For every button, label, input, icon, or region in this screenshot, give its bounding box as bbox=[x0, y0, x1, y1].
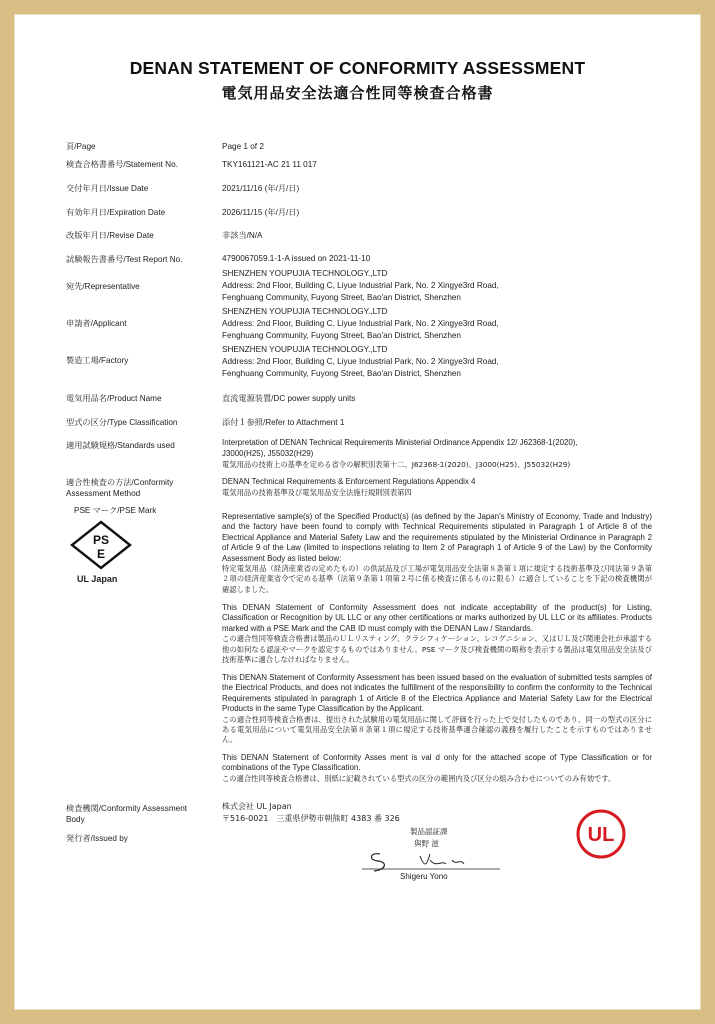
paragraph-3 bbox=[222, 673, 652, 746]
test-report-value: 4790067059.1-1-A issued on 2021-11-10 bbox=[222, 254, 371, 263]
pse-mark-label: PSE マーク/PSE Mark bbox=[74, 506, 157, 515]
standards-line-1: Interpretation of DENAN Technical Requirements Ministerial Ordinance Appendix 12/ J62368-1(2020), bbox=[222, 438, 578, 447]
paragraph-1 bbox=[222, 512, 652, 595]
type-classification-label: 型式の区分/Type Classification bbox=[66, 418, 178, 427]
method-line-2: 電気用品の技術基準及び電気用品安全法施行規則別表第四 bbox=[222, 488, 412, 497]
body-line-2: 〒516-0021 三重県伊勢市朝熊町 4383 番 326 bbox=[222, 814, 400, 823]
title-japanese: 電気用品安全法適合性同等検査合格書 bbox=[221, 84, 494, 102]
factory-address-2: Fenghuang Community, Fuyong Street, Bao'an District, Shenzhen bbox=[222, 369, 461, 378]
statement-no-label: 検査合格書番号/Statement No. bbox=[66, 160, 178, 169]
paragraph-4-jp: この適合性同等検査合格書は、別紙に記載されている型式の区分の範囲内及び区分の組み合わせについてのみ有効です。 bbox=[222, 773, 616, 783]
page-value: Page 1 of 2 bbox=[222, 142, 264, 151]
revise-date-value: 非該当/N/A bbox=[222, 231, 263, 240]
page-label: 頁/Page bbox=[66, 142, 96, 151]
paragraph-3-en: This DENAN Statement of Conformity Assessment has been issued based on the evaluation of submitted tests samples of the Electrical Products, and does not indicates the fulfillment of the responsibility to confirm the conformity to the Technical Requirements stipulated in paragraph 1 of Article 8 of the Electrica Appliance and Material Safety Law for the Electrical Products in the same Type Classification by the Applicant. bbox=[222, 673, 652, 714]
factory-label: 製造工場/Factory bbox=[66, 356, 129, 365]
applicant-address-2: Fenghuang Community, Fuyong Street, Bao'an District, Shenzhen bbox=[222, 331, 461, 340]
body-label-1: 検査機関/Conformity Assessment bbox=[66, 804, 188, 813]
ul-logo bbox=[575, 808, 627, 860]
issued-by-name-jp: 與野 滋 bbox=[414, 839, 439, 848]
standards-label: 適用試験規格/Standards used bbox=[66, 441, 175, 450]
representative-name: SHENZHEN YOUPUJIA TECHNOLOGY.,LTD bbox=[222, 269, 388, 278]
type-classification-value: 添付１参照/Refer to Attachment 1 bbox=[222, 418, 345, 427]
applicant-name: SHENZHEN YOUPUJIA TECHNOLOGY.,LTD bbox=[222, 307, 388, 316]
factory-address-1: Address: 2nd Floor, Building C, Liyue Industrial Park, No. 2 Xingye3rd Road, bbox=[222, 357, 499, 366]
applicant-address-1: Address: 2nd Floor, Building C, Liyue Industrial Park, No. 2 Xingye3rd Road, bbox=[222, 319, 499, 328]
representative-label: 宛先/Representative bbox=[66, 282, 140, 291]
method-label-1: 適合性検査の方法/Conformity bbox=[66, 478, 174, 487]
product-name-label: 電気用品名/Product Name bbox=[66, 394, 162, 403]
paragraph-1-en: Representative sample(s) of the Specified Product(s) (as defined by the Japan's Ministry of Economy, Trade and Industry) and the factory have been found to comply with Technical Requirements stipulated in Paragraph 1 of Article 8 of the Electrical Appliance and Material Safety Law and the requirements stipulated by the Ministerial Ordinance in Paragraph 2 of Article 9 of the Law (limited to inspections relating to Item 2 of Paragraph 1 of Article 9 of the Law) by the Conformity Assessment Body as listed below: bbox=[222, 512, 652, 563]
paragraph-4-en: This DENAN Statement of Conformity Asses ment is val d only for the attached scope of Type Classification or for combinations of the Type Classification. bbox=[222, 753, 652, 773]
pse-caption: UL Japan bbox=[77, 574, 118, 584]
expiration-date-label: 有効年月日/Expiration Date bbox=[66, 208, 166, 217]
revise-date-label: 改版年月日/Revise Date bbox=[66, 231, 154, 240]
representative-address-1: Address: 2nd Floor, Building C, Liyue Industrial Park, No. 2 Xingye3rd Road, bbox=[222, 281, 499, 290]
pse-logo-top-text: PS bbox=[92, 533, 110, 547]
title-english: DENAN STATEMENT OF CONFORMITY ASSESSMENT bbox=[129, 58, 586, 78]
pse-diamond-logo bbox=[70, 520, 132, 570]
standards-line-2: J3000(H25), J55032(H29) bbox=[222, 449, 314, 458]
expiration-date-value: 2026/11/15 (年/月/日) bbox=[222, 208, 300, 217]
statement-no-value: TKY161121-AC 21 11 017 bbox=[222, 160, 317, 169]
body-line-1: 株式会社 UL Japan bbox=[222, 802, 292, 811]
paragraph-4 bbox=[222, 753, 652, 784]
paragraph-2-jp: この適合性同等検査合格書は製品のＵＬリスティング、クラシフィケーション、レコグニション、又はＵＬ及び関連会社が承認する他の如何なる認証やマークを認定するものではありません。PSE マーク及び検査機関の略称を表示する製品は電気用品安全法及び技術基準に適合しなければなりません。 bbox=[222, 634, 652, 665]
issued-by-label: 発行者/Issued by bbox=[66, 834, 128, 843]
paragraph-1-jp: 特定電気用品（経済産業省の定めたもの）の供試品及び工場が電気用品安全法第８条第１項に規定する技術基準及び同法第９条第２項の経済産業省令で定める基準（法第９条第１項第２号に係る検査に係るものに限る）に適合していることを下記の検査機関が確認しました。 bbox=[222, 564, 652, 594]
body-label-2: Body bbox=[66, 815, 85, 824]
issue-date-value: 2021/11/16 (年/月/日) bbox=[222, 184, 300, 193]
paragraph-2-en: This DENAN Statement of Conformity Assessment does not indicate acceptability of the product(s) for Listing, Classification or Recognition by UL LLC or any other certifications or marks authorized by UL LLC or its affiliates. Products marked with a PSE Mark and the CAB ID must comply with the DENAN Law / Standards. bbox=[222, 603, 652, 633]
factory-name: SHENZHEN YOUPUJIA TECHNOLOGY.,LTD bbox=[222, 345, 388, 354]
ul-logo-text: UL bbox=[587, 824, 615, 846]
test-report-label: 試験報告書番号/Test Report No. bbox=[66, 255, 183, 264]
pse-logo-bottom-text: E bbox=[96, 547, 106, 561]
issued-by-dept: 製品認証課 bbox=[410, 827, 448, 836]
issued-by-name-en: Shigeru Yono bbox=[400, 872, 448, 881]
standards-line-3: 電気用品の技術上の基準を定める省令の解釈別表第十二、J62368-1(2020)、J3000(H25)、J55032(H29) bbox=[222, 460, 571, 469]
representative-address-2: Fenghuang Community, Fuyong Street, Bao'an District, Shenzhen bbox=[222, 293, 461, 302]
applicant-label: 申請者/Applicant bbox=[66, 319, 127, 328]
paragraph-3-jp: この適合性同等検査合格書は、提出された試験用の電気用品に関して評価を行った上で交付したものであり、同一の型式の区分にある電気用品について電気用品安全法第８条第１項に規定する技術基準適合確認の義務を履行したことを示すものではありません。 bbox=[222, 714, 652, 745]
issue-date-label: 交付年月日/Issue Date bbox=[66, 184, 149, 193]
method-label-2: Assessment Method bbox=[66, 489, 141, 498]
paragraph-2 bbox=[222, 603, 652, 665]
product-name-value: 直流電源装置/DC power supply units bbox=[222, 394, 356, 403]
method-line-1: DENAN Technical Requirements & Enforcement Regulations Appendix 4 bbox=[222, 477, 476, 486]
